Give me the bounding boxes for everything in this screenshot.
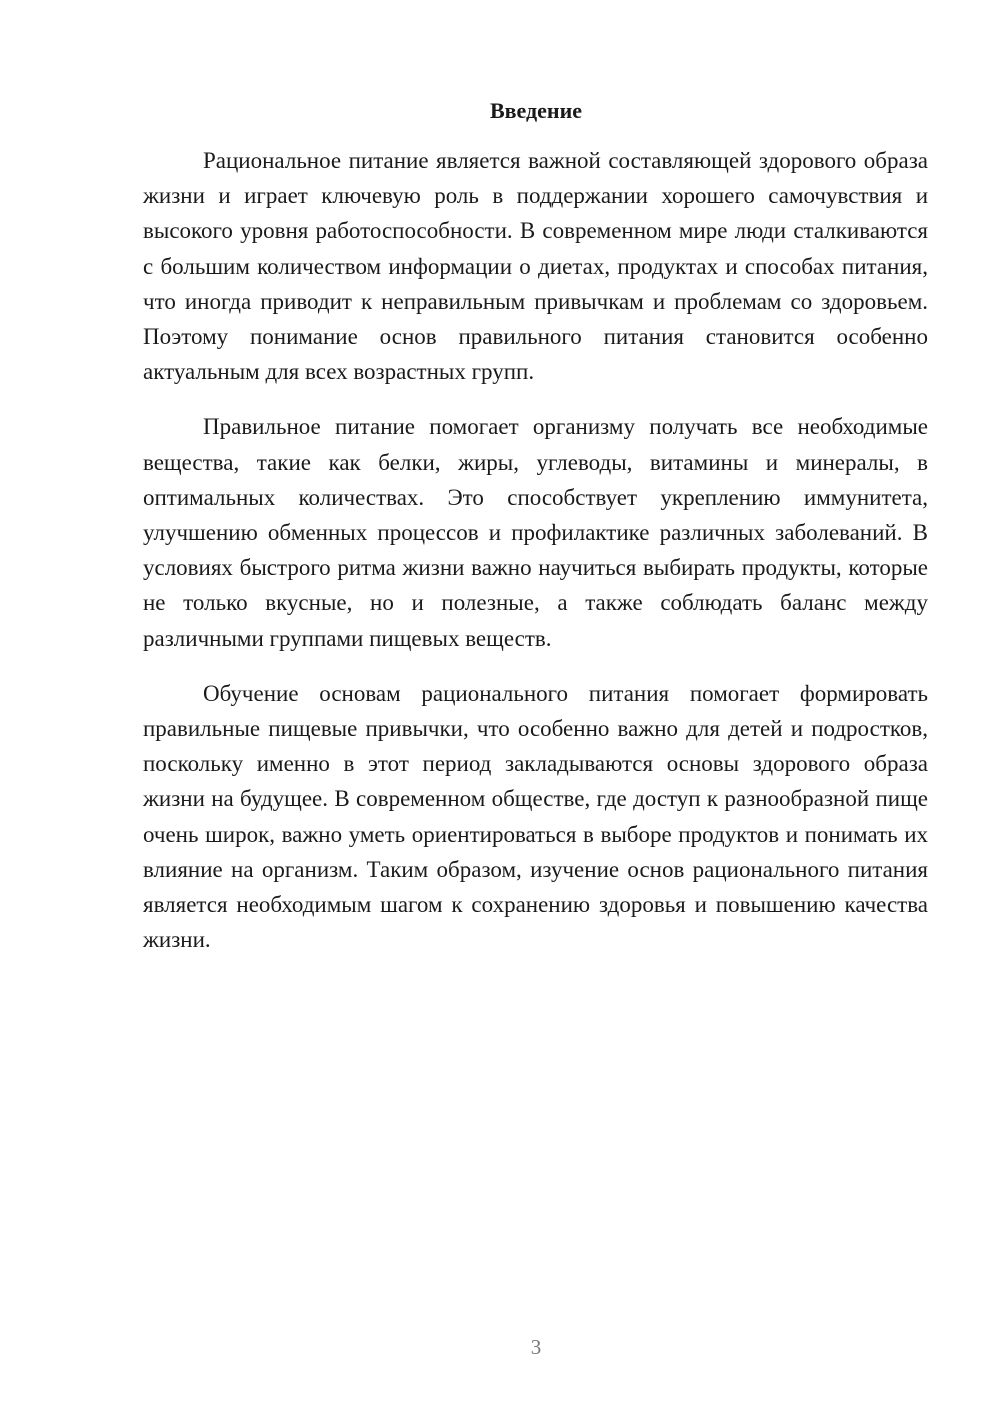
page-number: 3	[530, 1335, 542, 1359]
paragraph-2: Правильное питание помогает организму получать все необходимые вещества, такие как белки, жиры, углеводы, витамины и минералы, в оптимальных количествах. Это способствует укреплению иммунитета, улучшению обменных процессов и профилактике различных заболеваний. В условиях быстрого ритма жизни важно научиться выбирать продукты, которые не только вкусные, но и полезные, а также соблюдать баланс между различными группами пищевых веществ.	[143, 414, 928, 651]
section-heading: Введение	[489, 98, 583, 123]
paragraph-3: Обучение основам рационального питания помогает формировать правильные пищевые привычки, что особенно важно для детей и подростков, поскольку именно в этот период закладываются основы здорового образа жизни на будущее. В современном обществе, где доступ к разнообразной пище очень широк, важно уметь ориентироваться в выборе продуктов и понимать их влияние на организм. Таким образом, изучение основ рационального питания является необходимым шагом к сохранению здоровья и повышению качества жизни.	[143, 680, 928, 953]
paragraph-1: Рациональное питание является важной составляющей здорового образа жизни и играет ключевую роль в поддержании хорошего самочувствия и высокого уровня работоспособности. В современном мире люди сталкиваются с большим количеством информации о диетах, продуктах и способах питания, что иногда приводит к неправильным привычкам и проблемам со здоровьем. Поэтому понимание основ правильного питания становится особенно актуальным для всех возрастных групп.	[143, 148, 928, 385]
body-text	[143, 143, 928, 977]
